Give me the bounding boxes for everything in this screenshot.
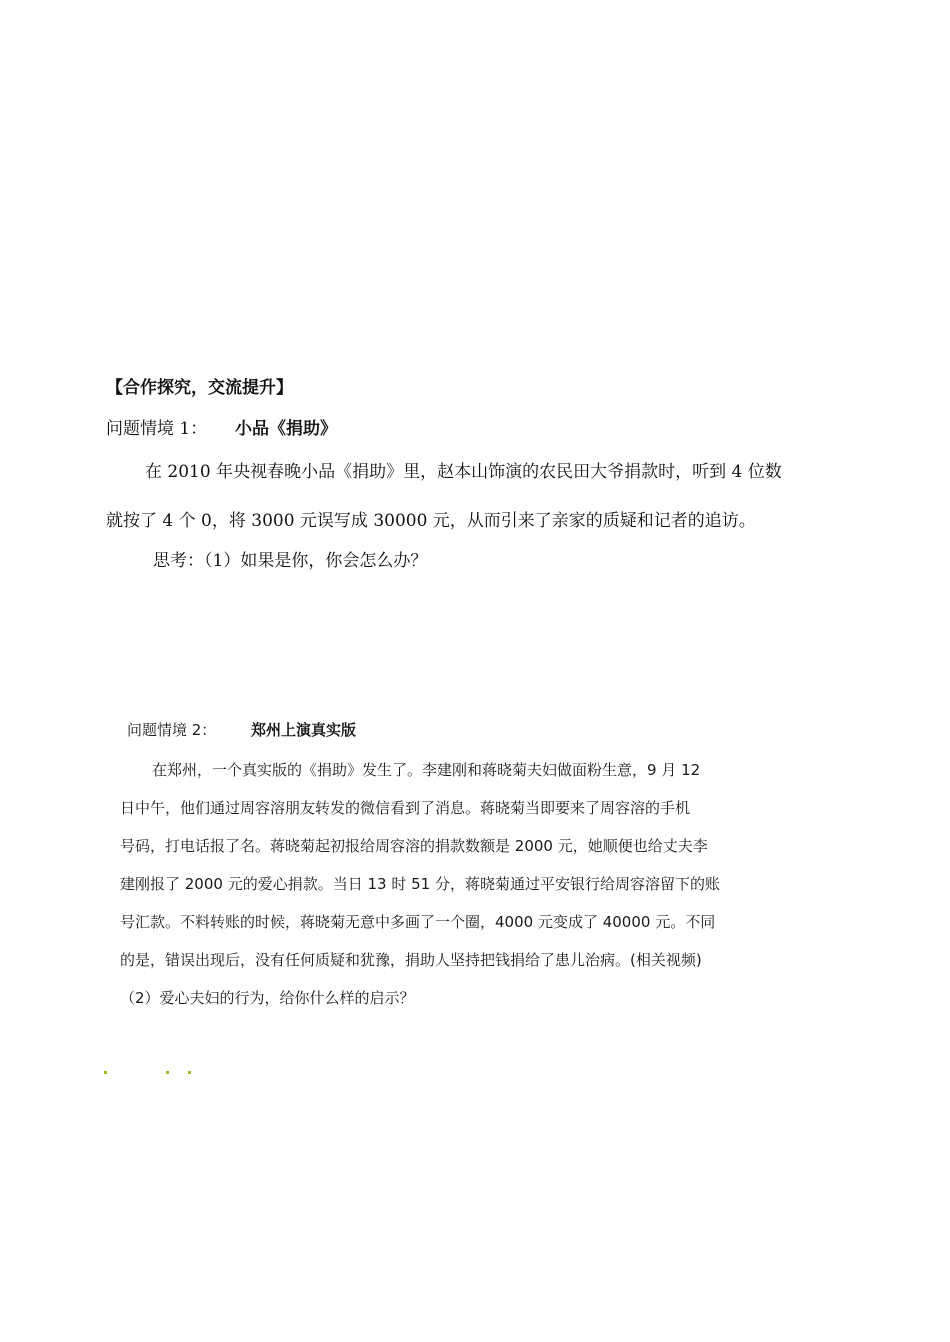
scenario1-question: 思考：（1）如果是你，你会怎么办？: [153, 551, 428, 571]
decorative-dot: [104, 1071, 107, 1074]
scenario1-paragraph-line2: 就按了 4 个 0，将 3000 元误写成 30000 元，从而引来了亲家的质疑和记者的追访。: [106, 511, 756, 531]
section-heading: 【合作探究，交流提升】: [106, 378, 293, 398]
scenario2-line-1: 在郑州，一个真实版的《捐助》发生了。李建刚和蒋晓菊夫妇做面粉生意，9 月 12: [152, 761, 701, 779]
scenario2-line-3: 号码，打电话报了名。蒋晓菊起初报给周容溶的捐款数额是 2000 元，她顺便也给丈夫李: [120, 837, 708, 855]
scenario2-line-4: 建刚报了 2000 元的爱心捐款。当日 13 时 51 分，蒋晓菊通过平安银行给周容溶留下的账: [120, 875, 720, 893]
scenario1-paragraph-line1: 在 2010 年央视春晚小品《捐助》里，赵本山饰演的农民田大爷捐款时，听到 4 位数: [145, 462, 782, 482]
scenario2-line-2: 日中午，他们通过周容溶朋友转发的微信看到了消息。蒋晓菊当即要来了周容溶的手机: [120, 799, 691, 817]
scenario2-question: （2）爱心夫妇的行为，给你什么样的启示？: [120, 989, 415, 1007]
scenario2-title: 郑州上演真实版: [251, 721, 357, 739]
decorative-dot: [188, 1071, 191, 1074]
decorative-dot: [166, 1071, 169, 1074]
scenario1-title: 小品《捐助》: [235, 419, 337, 439]
scenario1-label: 问题情境 1：: [106, 419, 208, 439]
scenario2-label: 问题情境 2：: [127, 721, 217, 739]
scenario2-line-5: 号汇款。不料转账的时候，蒋晓菊无意中多画了一个圈，4000 元变成了 40000 元。不同: [120, 913, 716, 931]
scenario2-line-6: 的是，错误出现后，没有任何质疑和犹豫，捐助人坚持把钱捐给了患儿治病。(相关视频): [120, 951, 702, 969]
